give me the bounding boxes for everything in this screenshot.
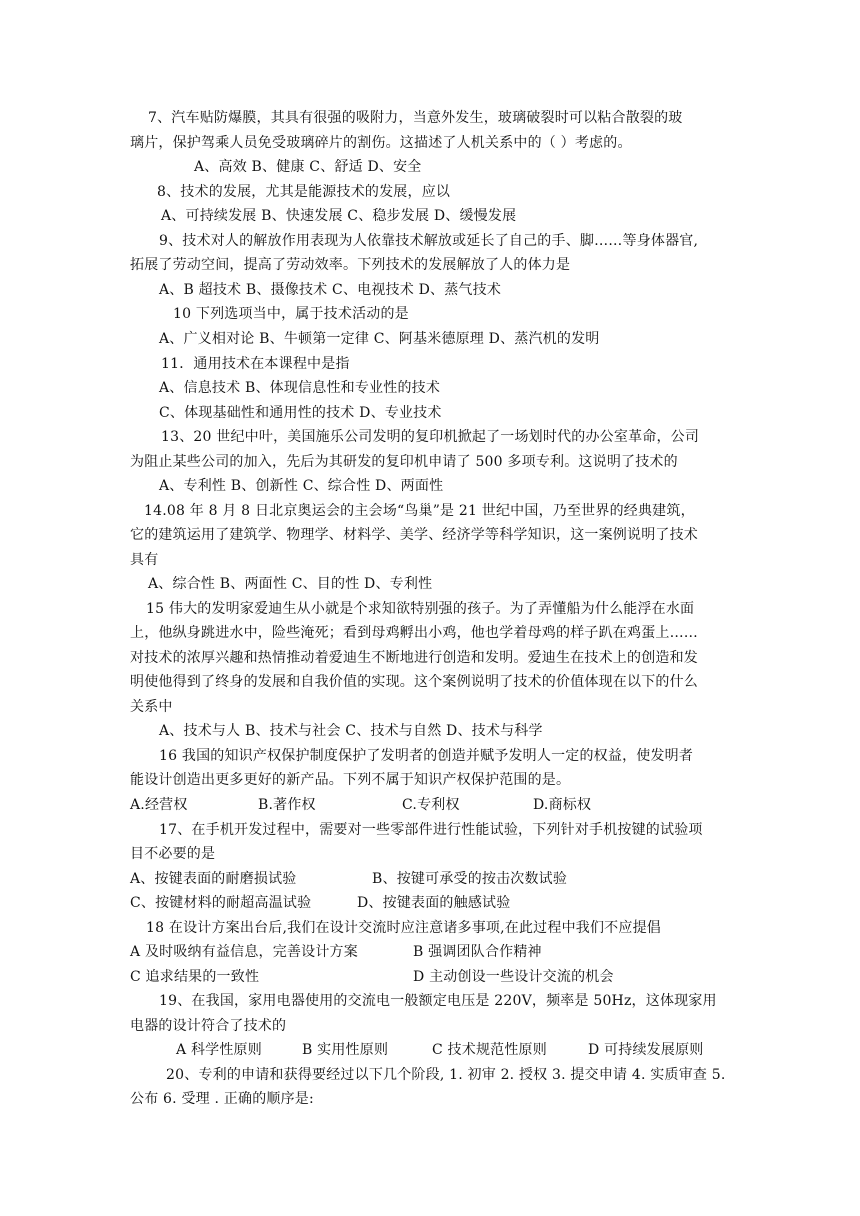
- question-19-option-d: D 可持续发展原则: [588, 1042, 704, 1058]
- question-15-options: A、技术与人 B、技术与社会 C、技术与自然 D、技术与科学: [159, 723, 543, 739]
- question-9-line-2: 拓展了劳动空间，提高了劳动效率。下列技术的发展解放了人的体力是: [130, 257, 571, 273]
- question-16-line-2: 能设计创造出更多更好的新产品。下列不属于知识产权保护范围的是。: [130, 772, 571, 788]
- question-13-options: A、专利性 B、创新性 C、综合性 D、两面性: [159, 478, 444, 494]
- question-7-line-1: 7、汽车贴防爆膜，其具有很强的吸附力，当意外发生，玻璃破裂时可以粘合散裂的玻: [148, 110, 683, 126]
- question-14-line-2: 它的建筑运用了建筑学、物理学、材料学、美学、经济学等科学知识，这一案例说明了技术: [130, 527, 698, 543]
- question-19-line-2: 电器的设计符合了技术的: [130, 1018, 287, 1034]
- question-11-options-2: C、体现基础性和通用性的技术 D、专业技术: [159, 405, 442, 421]
- question-17-line-2: 目不必要的是: [130, 846, 216, 862]
- question-17-option-b: B、按键可承受的按击次数试验: [372, 871, 568, 887]
- question-16-line-1: 16 我国的知识产权保护制度保护了发明者的创造并赋予发明人一定的权益，使发明者: [159, 748, 694, 764]
- question-16-option-d: D.商标权: [533, 797, 592, 813]
- question-15-line-5: 关系中: [130, 699, 173, 715]
- question-19-option-a: A 科学性原则: [176, 1042, 262, 1058]
- question-13-line-1: 13、20 世纪中叶，美国施乐公司发明的复印机掀起了一场划时代的办公室革命，公司: [161, 429, 700, 445]
- question-16-option-a: A.经营权: [130, 797, 188, 813]
- question-20-line-1: 20、专利的申请和获得要经过以下几个阶段, 1. 初审 2. 授权 3. 提交申请 4. 实质审查 5.: [166, 1067, 726, 1083]
- question-19-line-1: 19、在我国，家用电器使用的交流电一般额定电压是 220V，频率是 50Hz，这体现家用: [159, 993, 717, 1009]
- question-17-option-c: C、按键材料的耐超高温试验: [130, 895, 312, 911]
- question-19-option-b: B 实用性原则: [302, 1042, 389, 1058]
- question-8-options: A、可持续发展 B、快速发展 C、稳步发展 D、缓慢发展: [161, 208, 517, 224]
- question-14-line-1: 14.08 年 8 月 8 日北京奥运会的主会场“鸟巢”是 21 世纪中国，乃至世界的经典建筑，: [144, 503, 695, 519]
- question-9-line-1: 9、技术对人的解放作用表现为人依靠技术解放或延长了自己的手、脚……等身体器官,: [159, 233, 699, 249]
- question-20-line-2: 公布 6. 受理 . 正确的顺序是:: [130, 1091, 314, 1107]
- question-15-line-3: 对技术的浓厚兴趣和热情推动着爱迪生不断地进行创造和发明。爱迪生在技术上的创造和发: [130, 650, 698, 666]
- question-14-line-3: 具有: [130, 552, 159, 568]
- question-10-options: A、广义相对论 B、牛顿第一定律 C、阿基米德原理 D、蒸汽机的发明: [159, 331, 600, 347]
- question-9-options: A、B 超技术 B、摄像技术 C、电视技术 D、蒸气技术: [159, 282, 502, 298]
- question-18-option-c: C 追求结果的一致性: [130, 969, 260, 985]
- question-13-line-2: 为阻止某些公司的加入，先后为其研发的复印机申请了 500 多项专利。这说明了技术的: [130, 454, 678, 470]
- question-17-option-a: A、按键表面的耐磨损试验: [130, 871, 297, 887]
- question-19-option-c: C 技术规范性原则: [432, 1042, 547, 1058]
- question-15-line-4: 明使他得到了终身的发展和自我价值的实现。这个案例说明了技术的价值体现在以下的什么: [130, 674, 698, 690]
- question-18-option-d: D 主动创设一些设计交流的机会: [413, 969, 614, 985]
- question-8-stem: 8、技术的发展，尤其是能源技术的发展，应以: [157, 184, 451, 200]
- question-11-stem: 11．通用技术在本课程中是指: [161, 356, 350, 372]
- question-18-stem: 18 在设计方案出台后,我们在设计交流时应注意诸多事项,在此过程中我们不应提倡: [146, 920, 661, 936]
- question-11-options-1: A、信息技术 B、体现信息性和专业性的技术: [159, 380, 441, 396]
- question-15-line-2: 上，他纵身跳进水中，险些淹死；看到母鸡孵出小鸡，他也学着母鸡的样子趴在鸡蛋上……: [130, 625, 698, 641]
- question-16-option-c: C.专利权: [402, 797, 460, 813]
- question-10-stem: 10 下列选项当中，属于技术活动的是: [173, 306, 409, 322]
- question-16-option-b: B.著作权: [258, 797, 316, 813]
- question-18-option-a: A 及时吸纳有益信息，完善设计方案: [130, 944, 358, 960]
- question-17-option-d: D、按键表面的触感试验: [357, 895, 511, 911]
- question-7-line-2: 璃片，保护驾乘人员免受玻璃碎片的割伤。这描述了人机关系中的（ ）考虑的。: [130, 135, 632, 151]
- question-17-line-1: 17、在手机开发过程中，需要对一些零部件进行性能试验，下列针对手机按键的试验项: [159, 822, 703, 838]
- question-18-option-b: B 强调团队合作精神: [413, 944, 542, 960]
- question-14-options: A、综合性 B、两面性 C、目的性 D、专利性: [148, 576, 433, 592]
- question-15-line-1: 15 伟大的发明家爱迪生从小就是个求知欲特别强的孩子。为了弄懂船为什么能浮在水面: [146, 601, 695, 617]
- question-7-options: A、高效 B、健康 C、舒适 D、安全: [194, 159, 422, 175]
